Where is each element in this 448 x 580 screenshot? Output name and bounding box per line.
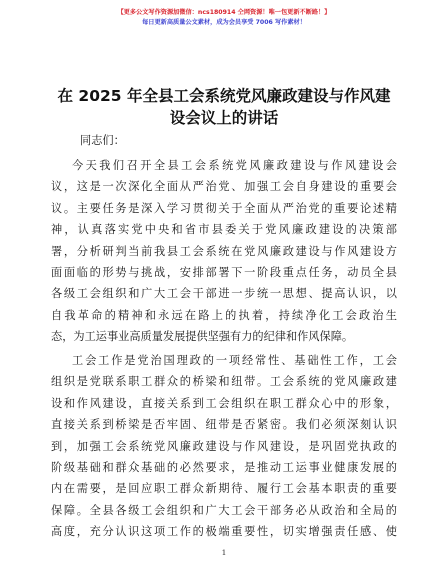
paragraph-1	[51, 155, 397, 348]
promo-banner-line-2: 每日更新高质量公文素材，成为会员享受 7006 写作素材！	[142, 19, 306, 26]
document-title-line-1: 在 2025 年全县工会系统党风廉政建设与作风建	[57, 87, 391, 105]
paragraph-line: 自我革命的精神和永远在路上的执着，持续净化工会政治生	[51, 308, 397, 322]
paragraph-2	[51, 350, 397, 543]
paragraph-line: 组织是党联系职工群众的桥梁和纽带。工会系统的党风廉政建	[51, 375, 397, 389]
paragraph-line: 面面临的形势与挑战，安排部署下一阶段重点任务，动员全县	[51, 265, 397, 279]
paragraph-line: 保障。全县各级工会组织和广大工会干部务必从政治和全局的	[51, 503, 397, 517]
paragraph-line: 阶级基础和群众基础的必然要求，是推动工运事业健康发展的	[51, 460, 397, 474]
paragraph-line: 内在需要，是回应职工群众新期待、履行工会基本职责的重要	[51, 482, 397, 496]
page-number: 1	[221, 548, 227, 557]
paragraph-line: 今天我们召开全县工会系统党风廉政建设与作风建设会	[72, 159, 397, 172]
paragraph-line: 署，分析研判当前我县工会系统在党风廉政建设与作风建设方	[51, 244, 397, 258]
promo-banner-line-1: 【更多公文写作资源加微信：ncs180914 仝网资源！唯一包更新不断路！】	[117, 9, 331, 16]
document-title	[40, 85, 408, 129]
paragraph-line: 设和作风建设，直接关系到工会组织在职工群众心中的形象，	[51, 396, 397, 410]
document-title-line-2: 设会议上的讲话	[169, 109, 279, 127]
salutation: 同志们：	[80, 134, 125, 147]
paragraph-line: 神，认真落实党中央和省市县委关于党风廉政建设的决策部	[51, 223, 397, 237]
promo-banner	[0, 8, 448, 28]
paragraph-line: 议，这是一次深化全面从严治党、加强工会自身建设的重要会	[51, 180, 397, 194]
paragraph-line: 直接关系到桥梁是否牢固、纽带是否紧密。我们必须深刻认识	[51, 418, 397, 432]
paragraph-line: 到，加强工会系统党风廉政建设与作风建设，是巩固党执政的	[51, 439, 397, 453]
paragraph-line: 各级工会组织和广大工会干部进一步统一思想、提高认识，以	[51, 287, 397, 301]
paragraph-line: 态，为工运事业高质量发展提供坚强有力的纪律和作风保障。	[51, 330, 354, 344]
paragraph-line: 高度，充分认识这项工作的极端重要性，切实增强责任感、使	[51, 525, 397, 539]
paragraph-line: 议。主要任务是深入学习贯彻关于全面从严治党的重要论述精	[51, 201, 397, 215]
paragraph-line: 工会工作是党治国理政的一项经常性、基础性工作，工会	[72, 354, 397, 367]
